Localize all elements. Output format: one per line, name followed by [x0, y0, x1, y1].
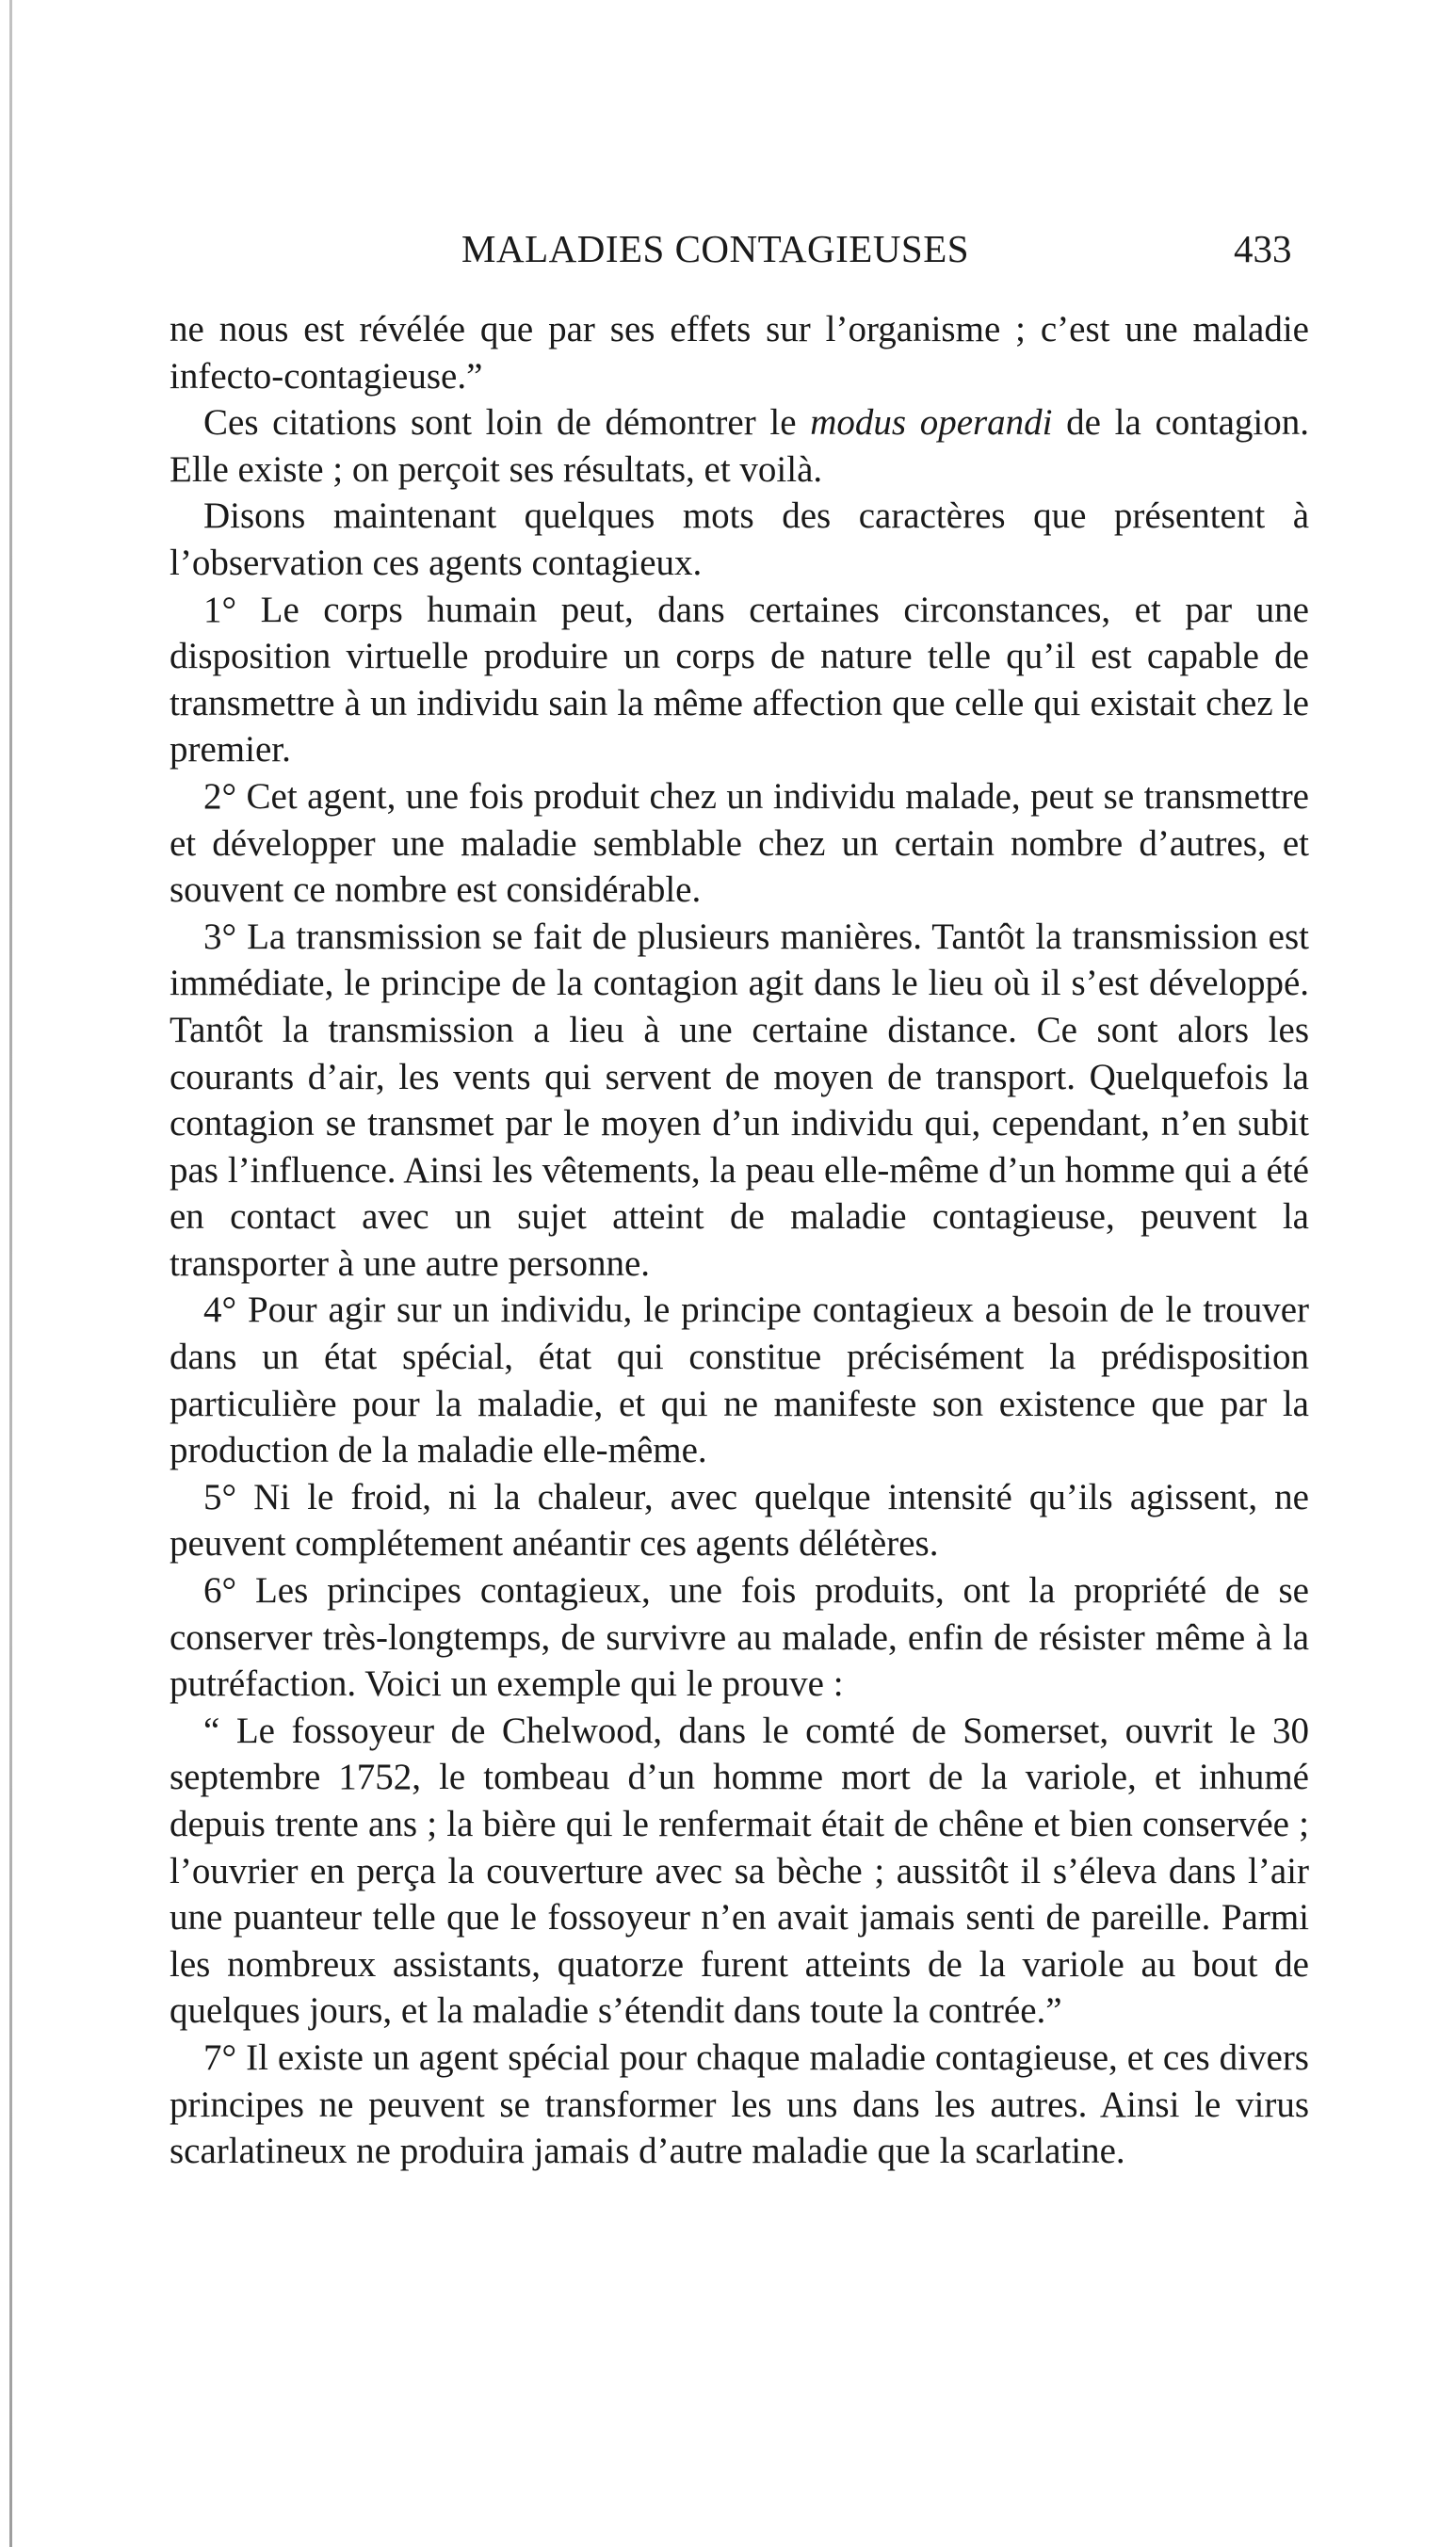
citations-text-after: de la contagion. Elle existe ; on perçoit ses résultats, et voilà. [170, 402, 1309, 490]
paragraph-point-3: 3° La transmission se fait de plusieurs manières. Tantôt la transmission est immédiate, le principe de la contagion agit dans le lieu où il s’est développé. Tantôt la transmission a lieu à une certaine distance. Ce sont alors les courants d’air, les vents qui servent de moyen de transport. Quelquefois la contagion se transmet par le moyen d’un individu qui, cependant, n’en subit pas l’influence. Ainsi les vêtements, la peau elle-même d’un homme qui a été en contact avec un sujet atteint de maladie contagieuse, peuvent la transporter à une autre personne. [170, 916, 1309, 1284]
paragraph-citations [170, 399, 1309, 493]
paragraph-continuation: ne nous est révélée que par ses effets sur l’organisme ; c’est une maladie infecto-contagieuse.” [170, 309, 1309, 397]
modus-operandi-italic: modus operandi [810, 402, 1053, 444]
running-title: MALADIES CONTAGIEUSES [461, 227, 970, 270]
paragraph-point-4: 4° Pour agir sur un individu, le principe contagieux a besoin de le trouver dans un état spécial, état qui constitue précisément la prédisposition particulière pour la maladie, et qui ne manifeste son existence que par la production de la maladie elle-même. [170, 1290, 1309, 1471]
paragraph-point-2: 2° Cet agent, une fois produit chez un individu malade, peut se transmettre et développer une maladie semblable chez un certain nombre d’autres, et souvent ce nombre est considérable. [170, 775, 1309, 911]
page-header [0, 226, 1456, 283]
paragraph-point-7: 7° Il existe un agent spécial pour chaque maladie contagieuse, et ces divers principes ne peuvent se transformer les uns dans les autres. Ainsi le virus scarlatineux ne produira jamais d’autre maladie que la scarlatine. [170, 2036, 1309, 2172]
paragraph-point-1: 1° Le corps humain peut, dans certaines circonstances, et par une disposition virtuelle produire un corps de nature telle qu’il est capable de transmettre à un individu sain la même affection que celle qui existait chez le premier. [170, 589, 1309, 771]
binding-edge [9, 0, 12, 2547]
page-number: 433 [1234, 227, 1292, 270]
paragraph-characteres: Disons maintenant quelques mots des caractères que présentent à l’observation ces agents contagieux. [170, 495, 1309, 583]
body-text [170, 306, 1309, 2175]
paragraph-point-5: 5° Ni le froid, ni la chaleur, avec quelque intensité qu’ils agissent, ne peuvent complétement anéantir ces agents délétères. [170, 1476, 1309, 1565]
paragraph-quote-chelwood: “ Le fossoyeur de Chelwood, dans le comté de Somerset, ouvrit le 30 septembre 1752, le tombeau d’un homme mort de la variole, et inhumé depuis trente ans ; la bière qui le renfermait était de chêne et bien conservée ; l’ouvrier en perça la couverture avec sa bèche ; aussitôt il s’éleva dans l’air une puanteur telle que le fossoyeur n’en avait jamais senti de pareille. Parmi les nombreux assistants, quatorze furent atteints de la variole au bout de quelques jours, et la maladie s’étendit dans toute la contrée.” [170, 1710, 1309, 2032]
citations-text-before: Ces citations sont loin de démontrer le [203, 402, 811, 444]
paragraph-point-6: 6° Les principes contagieux, une fois produits, ont la propriété de se conserver très-longtemps, de survivre au malade, enfin de résister même à la putréfaction. Voici un exemple qui le prouve : [170, 1570, 1309, 1705]
